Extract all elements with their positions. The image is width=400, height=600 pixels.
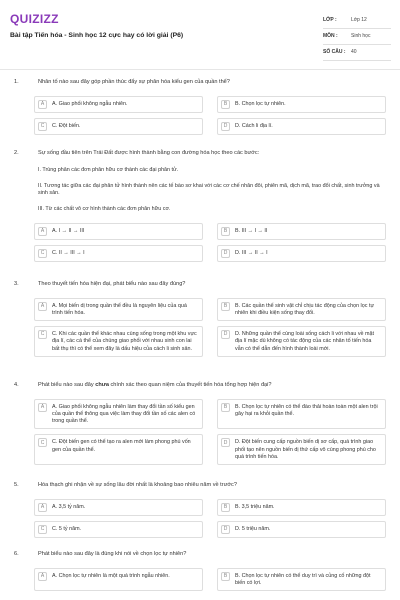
question-2 (14, 150, 386, 262)
option-text: B. Chọn lọc tự nhiên có thể đào thải hoàn toàn một alen trội gây hại ra khỏi quần thể. (235, 403, 378, 417)
option-b[interactable] (217, 298, 386, 322)
question-5 (14, 482, 386, 538)
option-d[interactable] (217, 521, 386, 538)
option-text: A. 3,5 tỷ năm. (52, 503, 86, 510)
worksheet-header (0, 0, 400, 70)
option-letter: C (38, 438, 47, 447)
question-text: Nhân tố nào sau đây góp phần thúc đẩy sự phân hóa kiểu gen của quần thể? (38, 79, 230, 85)
option-c[interactable] (34, 118, 203, 135)
quizizz-logo: QUIZIZZ (10, 12, 59, 26)
meta-key: MÔN : (323, 33, 338, 40)
option-letter: C (38, 330, 47, 339)
meta-value: Lớp 12 (351, 17, 367, 24)
question-text: Sự sống đầu tiên trên Trái Đất được hình thành bằng con đường hóa học theo các bước: (38, 150, 260, 156)
question-number: 2. (14, 150, 19, 156)
option-letter: B (221, 572, 230, 581)
option-letter: D (221, 122, 230, 131)
option-text: A. Giao phối không ngẫu nhiên. (52, 100, 128, 107)
option-text: D. Đột biến cung cấp nguồn biến dị sơ cấp, quá trình giao phối tạo nên nguồn biến dị thứ cấp vô cùng phong phú cho quá trình tiến hóa. (235, 439, 376, 461)
question-text-part: chính xác theo quan niệm của thuyết tiến hóa tổng hợp hiện đại? (108, 382, 272, 388)
option-text: A. Giao phối không ngẫu nhiên làm thay đổi tần số kiểu gen của quần thể thông qua việc làm thay đổi tần số các alen có trong quần thể. (52, 403, 196, 425)
option-a[interactable] (34, 568, 203, 592)
option-text: D. III → II → I (235, 249, 268, 256)
option-a[interactable] (34, 399, 203, 430)
option-letter: D (221, 330, 230, 339)
question-text (38, 382, 386, 390)
option-letter: D (221, 249, 230, 258)
question-number: 5. (14, 482, 19, 488)
option-letter: A (38, 100, 47, 109)
option-c[interactable] (34, 326, 203, 357)
worksheet-meta (323, 13, 391, 61)
option-letter: B (221, 302, 230, 311)
option-text: B. III → I → II (235, 227, 268, 234)
option-text: C. 5 tỷ năm. (52, 525, 82, 532)
option-letter: C (38, 122, 47, 131)
option-b[interactable] (217, 499, 386, 516)
option-text: B. Chọn lọc tự nhiên có thể duy trì và củng cố những đột biến có lợi. (235, 572, 371, 586)
option-b[interactable] (217, 399, 386, 430)
question-6 (14, 551, 386, 591)
option-a[interactable] (34, 223, 203, 240)
answer-options (34, 96, 386, 135)
option-d[interactable] (217, 434, 386, 465)
option-letter: A (38, 302, 47, 311)
option-text: D. Những quần thể cùng loài sống cách li với nhau về mặt địa lí mặc dù không có tác động của các nhân tố tiến hóa vẫn có thể dẫn đến hình thành loài mới. (235, 331, 374, 352)
option-letter: B (221, 503, 230, 512)
meta-row-subject (323, 29, 391, 45)
option-a[interactable] (34, 298, 203, 322)
option-letter: B (221, 227, 230, 236)
answer-options (34, 223, 386, 262)
worksheet-title: Bài tập Tiến hóa - Sinh học 12 cực hay có lời giải (P6) (10, 32, 184, 39)
option-letter: C (38, 525, 47, 534)
question-text-emphasis: chưa (95, 382, 109, 388)
answer-options (34, 499, 386, 538)
statement-2: II. Tương tác giữa các đại phân tử hình thành nên các tế bào sơ khai với các cơ chế nhân đôi, phiên mã, dịch mã, trao đổi chất, sinh trưởng và sinh sản. (38, 182, 380, 197)
question-number: 1. (14, 79, 19, 85)
meta-row-count (323, 45, 391, 61)
option-c[interactable] (34, 245, 203, 262)
question-1 (14, 79, 386, 135)
answer-options (34, 399, 386, 466)
option-text: A. I → II → III (52, 227, 85, 234)
option-letter: A (38, 403, 47, 412)
option-text: C. Đột biến. (52, 122, 81, 129)
option-text: C. Đột biến gen có thể tạo ra alen mới làm phong phú vốn gen của quần thể. (52, 439, 191, 453)
option-a[interactable] (34, 96, 203, 113)
option-c[interactable] (34, 521, 203, 538)
option-a[interactable] (34, 499, 203, 516)
option-text: D. Cách li địa lí. (235, 122, 273, 129)
option-text: C. Khi các quần thể khác nhau cùng sống trong một khu vực địa lí, các cá thể của chúng giao phối với nhau sinh con lai bất thụ thì có thể xem đây là dấu hiệu của cách li sinh sản. (52, 331, 197, 352)
question-number: 4. (14, 382, 19, 388)
option-text: B. Chọn lọc tự nhiên. (235, 100, 286, 107)
option-text: A. Mọi biến dị trong quần thể đều là nguyên liệu của quá trình tiến hóa. (52, 302, 187, 316)
answer-options (34, 568, 386, 592)
question-text: Hóa thạch ghi nhận về sự sống lâu đời nhất là khoảng bao nhiêu năm về trước? (38, 482, 237, 488)
question-text: Phát biểu nào sau đây là đúng khi nói về chọn lọc tự nhiên? (38, 551, 187, 557)
question-number: 6. (14, 551, 19, 557)
question-number: 3. (14, 281, 19, 287)
question-3 (14, 281, 386, 357)
option-letter: C (38, 249, 47, 258)
meta-key: LỚP : (323, 17, 337, 24)
meta-key: SỐ CÂU : (323, 49, 346, 56)
option-d[interactable] (217, 245, 386, 262)
option-text: B. Các quần thể sinh vật chỉ chịu tác động của chọn lọc tự nhiên khi điều kiện sống thay đổi. (235, 302, 375, 316)
option-text: D. 5 triệu năm. (235, 525, 271, 532)
option-b[interactable] (217, 568, 386, 592)
meta-value: 40 (351, 49, 357, 56)
option-text: B. 3,5 triệu năm. (235, 503, 275, 510)
statement-1: I. Trùng phân các đơn phân hữu cơ thành các đại phân tử. (38, 166, 179, 173)
option-b[interactable] (217, 223, 386, 240)
question-text: Theo thuyết tiến hóa hiện đại, phát biểu nào sau đây đúng? (38, 281, 186, 287)
option-letter: D (221, 438, 230, 447)
option-b[interactable] (217, 96, 386, 113)
question-text-part: Phát biểu nào sau đây (38, 382, 96, 388)
answer-options (34, 298, 386, 357)
option-letter: A (38, 503, 47, 512)
option-letter: B (221, 403, 230, 412)
option-c[interactable] (34, 434, 203, 465)
question-4 (14, 382, 386, 465)
option-letter: A (38, 227, 47, 236)
statement-3: III. Từ các chất vô cơ hình thành các đơn phân hữu cơ. (38, 206, 171, 213)
option-letter: B (221, 100, 230, 109)
meta-value: Sinh học (351, 33, 371, 40)
meta-row-class (323, 13, 391, 29)
option-text: A. Chọn lọc tự nhiên là một quá trình ngẫu nhiên. (52, 572, 170, 579)
option-d[interactable] (217, 326, 386, 357)
option-letter: A (38, 572, 47, 581)
option-letter: D (221, 525, 230, 534)
option-text: C. II → III → I (52, 249, 85, 256)
option-d[interactable] (217, 118, 386, 135)
